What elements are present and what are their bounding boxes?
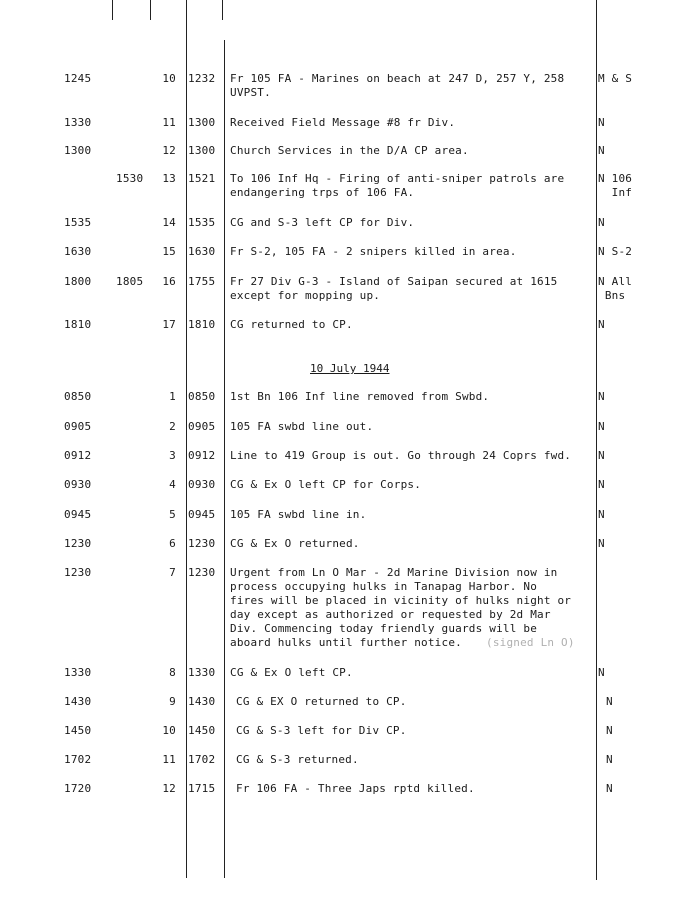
column-rule [224,40,225,878]
date-heading: 10 July 1944 [310,362,390,375]
received-time: 1702 [188,753,216,766]
entry-text: Fr 27 Div G-3 - Island of Saipan secured at 1615 except for mopping up. [230,275,558,302]
message-number: 13 [162,172,176,185]
entry-text: CG & S-3 left for Div CP. [236,724,407,737]
reference-time: 1805 [116,275,144,288]
action-cell: N [598,478,605,491]
action-cell: M & S [598,72,633,85]
message-number: 9 [169,695,176,708]
column-rule [186,0,187,878]
received-time: 1300 [188,144,216,157]
received-time: 0930 [188,478,216,491]
received-time: 1521 [188,172,216,185]
time-cell: 0850 [64,390,92,403]
entry-text: 105 FA swbd line out. [230,420,374,433]
received-time: 1330 [188,666,216,679]
action-cell: N S-2 [598,245,633,258]
message-number: 11 [162,116,176,129]
received-time: 1630 [188,245,216,258]
entry-text: CG returned to CP. [230,318,353,331]
action-cell: N [598,116,605,129]
entry-text: CG and S-3 left CP for Div. [230,216,415,229]
time-cell: 1230 [64,566,92,579]
received-time: 1430 [188,695,216,708]
action-cell: N [598,390,605,403]
message-number: 4 [169,478,176,491]
received-time: 1232 [188,72,216,85]
received-time: 1230 [188,537,216,550]
action-cell: N All Bns [598,275,633,302]
time-cell: 1300 [64,144,92,157]
message-number: 14 [162,216,176,229]
signature-note: (signed Ln O) [486,636,575,649]
message-number: 3 [169,449,176,462]
entry-text: Fr 106 FA - Three Japs rptd killed. [236,782,475,795]
time-cell: 1230 [64,537,92,550]
message-number: 5 [169,508,176,521]
action-cell: N [598,144,605,157]
time-cell: 1720 [64,782,92,795]
entry-text: 1st Bn 106 Inf line removed from Swbd. [230,390,490,403]
time-cell: 1245 [64,72,92,85]
action-cell: N [598,666,605,679]
entry-text: CG & S-3 returned. [236,753,359,766]
message-number: 10 [162,724,176,737]
received-time: 1300 [188,116,216,129]
entry-text: Received Field Message #8 fr Div. [230,116,456,129]
entry-text: 105 FA swbd line in. [230,508,367,521]
received-time: 1810 [188,318,216,331]
entry-text: CG & EX O returned to CP. [236,695,407,708]
time-cell: 1535 [64,216,92,229]
message-number: 15 [162,245,176,258]
received-time: 1230 [188,566,216,579]
entry-text: Fr S-2, 105 FA - 2 snipers killed in area. [230,245,517,258]
column-rule [112,0,113,20]
time-cell: 1810 [64,318,92,331]
received-time: 0850 [188,390,216,403]
received-time: 0945 [188,508,216,521]
message-number: 7 [169,566,176,579]
received-time: 0905 [188,420,216,433]
action-cell: N [598,318,605,331]
received-time: 0912 [188,449,216,462]
action-cell: N [598,449,605,462]
reference-time: 1530 [116,172,144,185]
received-time: 1715 [188,782,216,795]
action-cell: N [606,782,613,795]
time-cell: 1630 [64,245,92,258]
time-cell: 0905 [64,420,92,433]
message-number: 16 [162,275,176,288]
time-cell: 1330 [64,666,92,679]
entry-text: To 106 Inf Hq - Firing of anti-sniper patrols are endangering trps of 106 FA. [230,172,565,199]
message-number: 8 [169,666,176,679]
message-number: 12 [162,144,176,157]
entry-text: CG & Ex O returned. [230,537,360,550]
time-cell: 1702 [64,753,92,766]
time-cell: 1450 [64,724,92,737]
time-cell: 0912 [64,449,92,462]
action-cell: N [598,216,605,229]
time-cell: 1430 [64,695,92,708]
message-number: 11 [162,753,176,766]
action-cell: N [598,508,605,521]
time-cell: 0930 [64,478,92,491]
time-cell: 1330 [64,116,92,129]
entry-text: Urgent from Ln O Mar - 2d Marine Division now in process occupying hulks in Tanapag Harbor. No fires will be placed in vicinity of hulks night or day except as authorized or requested by 2d Mar Div. Commencing today friendly guards will be aboard hulks until further notice. [230,566,572,649]
message-number: 6 [169,537,176,550]
message-number: 10 [162,72,176,85]
message-number: 1 [169,390,176,403]
message-number: 12 [162,782,176,795]
time-cell: 1800 [64,275,92,288]
entry-text: CG & Ex O left CP. [230,666,353,679]
message-number: 2 [169,420,176,433]
entry-text: CG & Ex O left CP for Corps. [230,478,422,491]
action-cell: N [598,420,605,433]
entry-text: Fr 105 FA - Marines on beach at 247 D, 257 Y, 258 UVPST. [230,72,565,99]
time-cell: 0945 [64,508,92,521]
entry-text: Line to 419 Group is out. Go through 24 Coprs fwd. [230,449,572,462]
action-cell: N [598,537,605,550]
entry-text: Church Services in the D/A CP area. [230,144,469,157]
received-time: 1535 [188,216,216,229]
action-cell: N [606,753,613,766]
received-time: 1450 [188,724,216,737]
action-cell: N [606,724,613,737]
column-rule [596,0,597,880]
action-cell: N [606,695,613,708]
column-rule [222,0,223,20]
action-cell: N 106 Inf [598,172,633,199]
received-time: 1755 [188,275,216,288]
column-rule [150,0,151,20]
message-number: 17 [162,318,176,331]
